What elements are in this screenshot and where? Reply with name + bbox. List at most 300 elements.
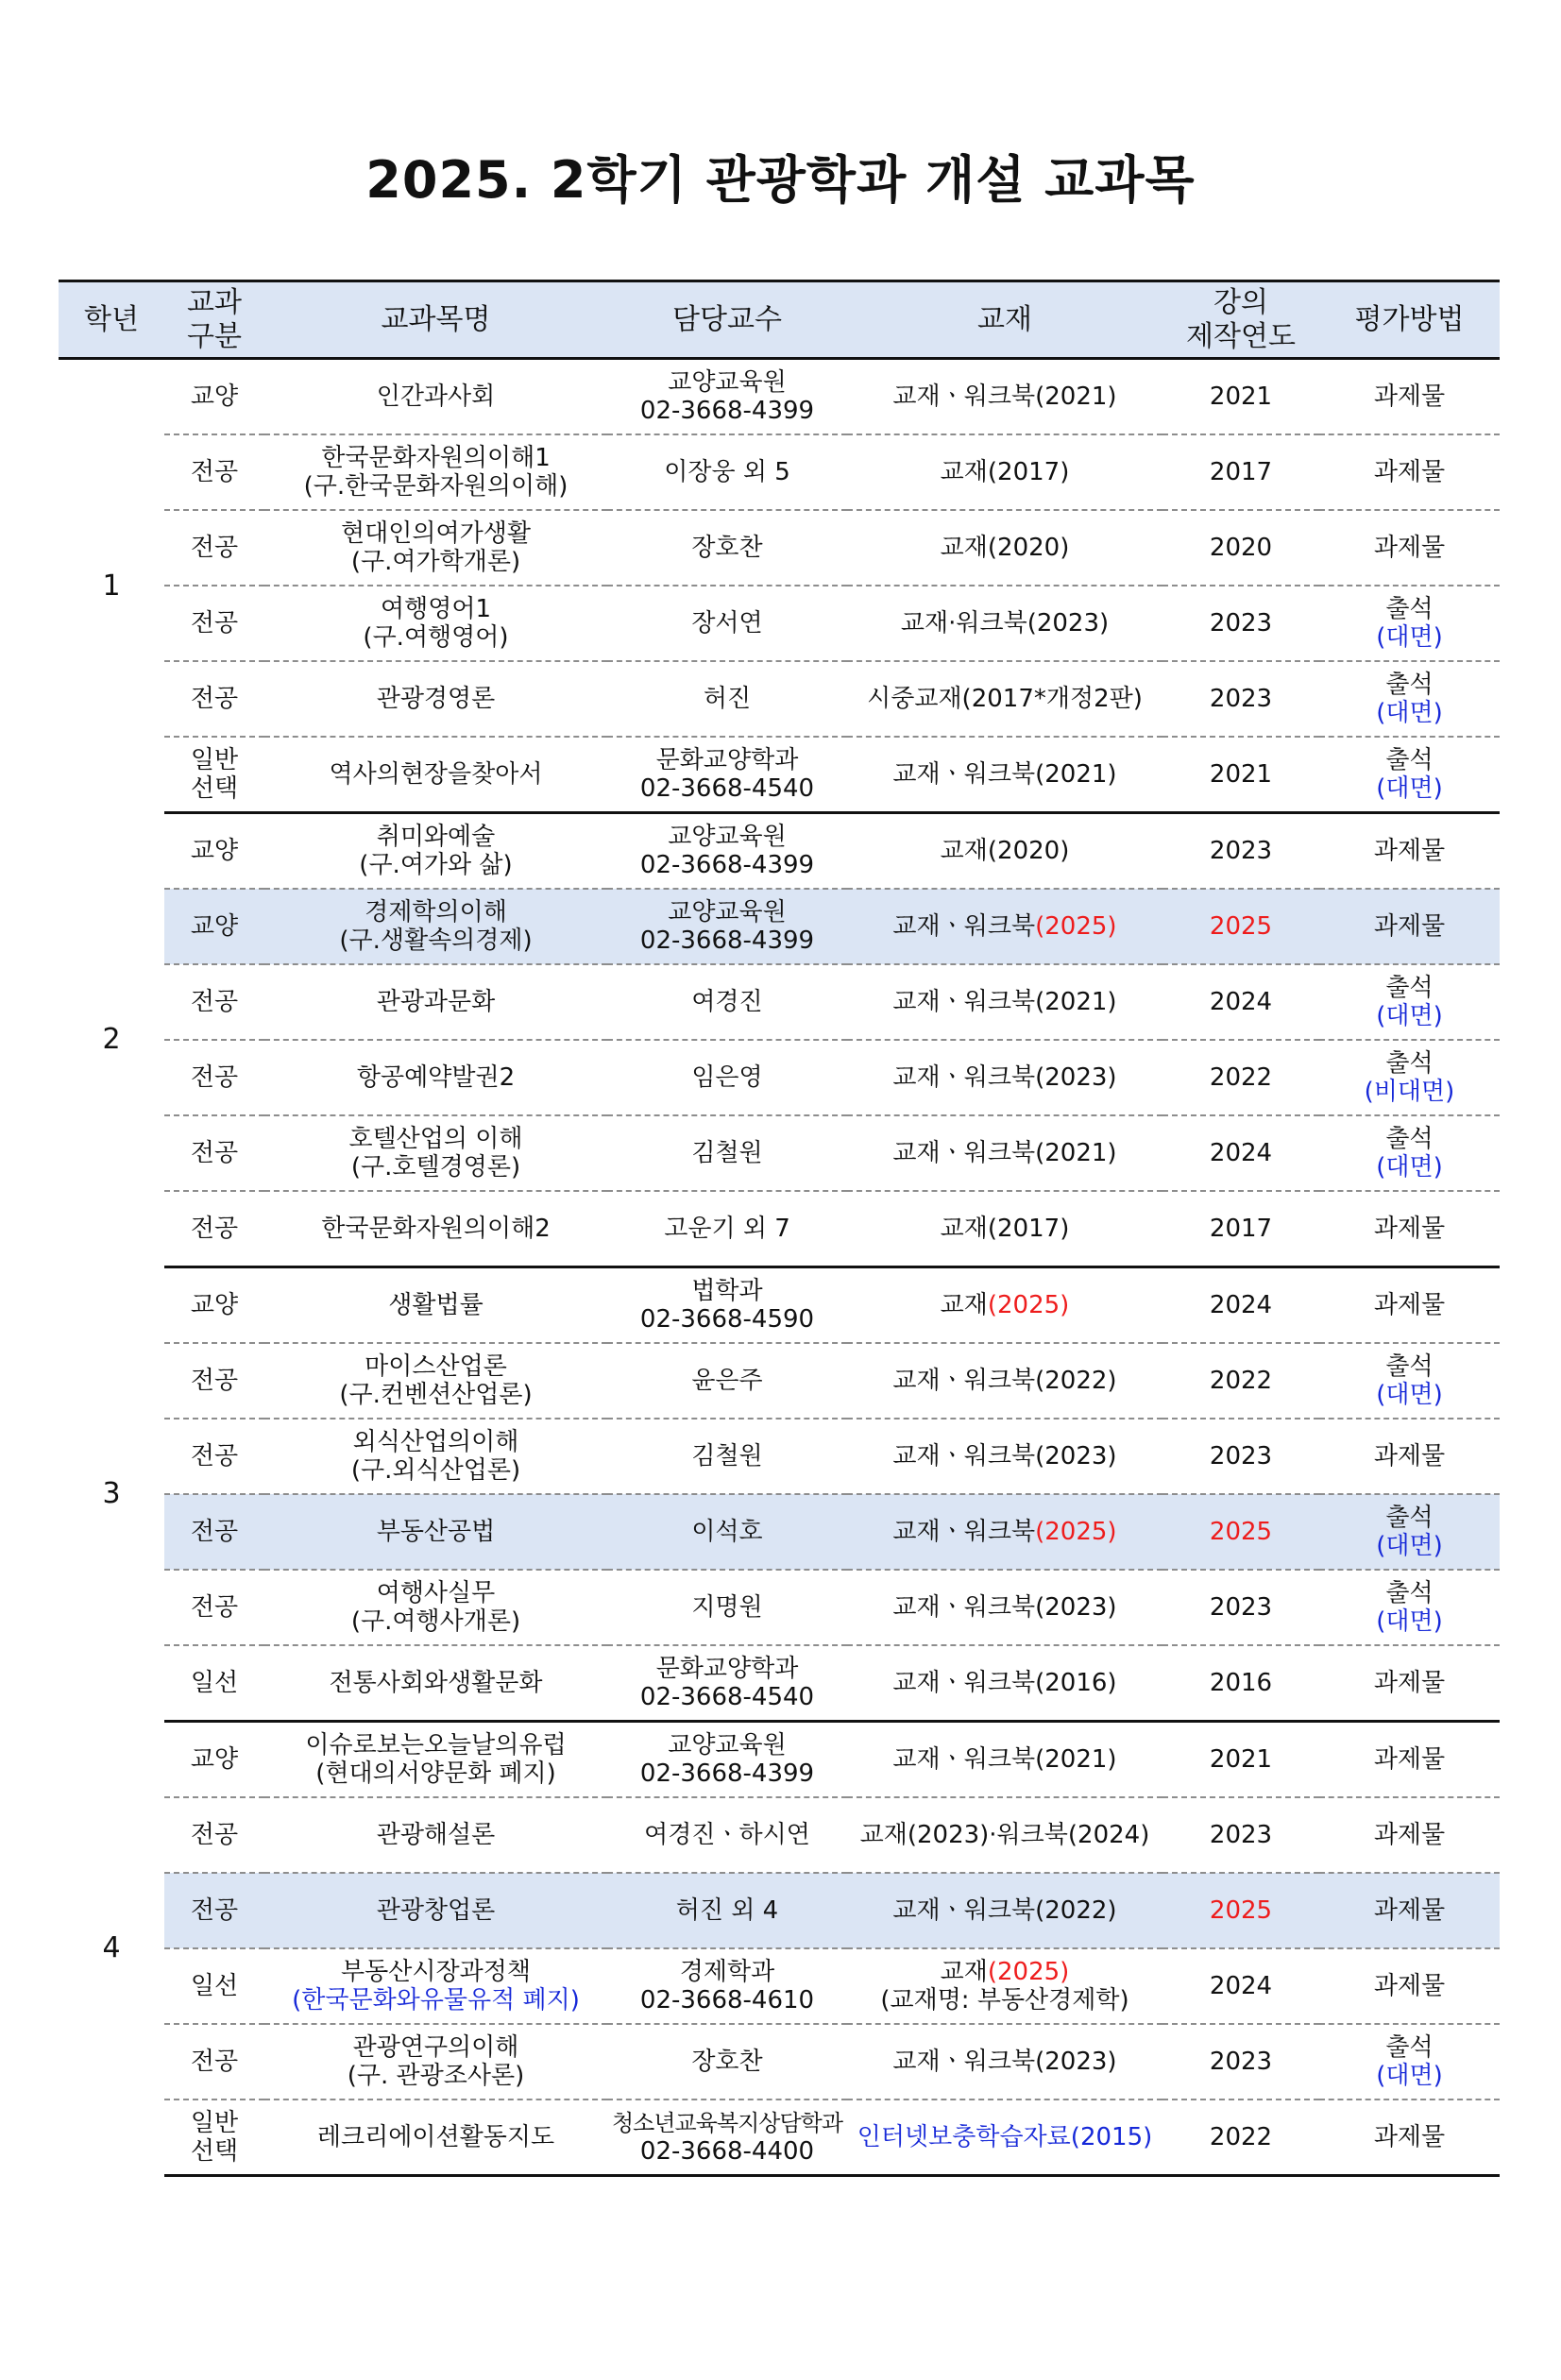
- production-year-cell: 2024: [1162, 964, 1319, 1040]
- evaluation-line: 과제물: [1373, 1215, 1446, 1243]
- textbook-line: [851, 1518, 1159, 1546]
- textbook-cell: [847, 434, 1162, 510]
- course-line: (구.호텔경영론): [350, 1153, 521, 1182]
- production-year-cell: 2022: [1162, 1343, 1319, 1419]
- header-production: [1162, 281, 1319, 359]
- table-row: [59, 1722, 1500, 1798]
- category-line: 교양: [190, 382, 239, 411]
- professor-line: 02-3668-4399: [639, 926, 815, 955]
- header-row: [59, 281, 1500, 359]
- course-line: (구. 관광조사론): [347, 2062, 525, 2090]
- course-line: 외식산업의이해: [352, 1428, 519, 1456]
- professor-line: 여경진: [691, 988, 763, 1016]
- category-line: 교양: [190, 837, 239, 865]
- header-category-line: 구분: [187, 319, 242, 353]
- textbook-cell: [847, 737, 1162, 813]
- textbook-cell: [847, 1645, 1162, 1722]
- course-cell: [264, 586, 607, 661]
- textbook-line: [851, 382, 1159, 411]
- category-line: 전공: [190, 1821, 239, 1849]
- professor-line: 여경진ㆍ하시연: [644, 1821, 810, 1849]
- evaluation-line: 과제물: [1373, 534, 1446, 562]
- table-row: [59, 1419, 1500, 1494]
- course-cell: [264, 1267, 607, 1344]
- textbook-cell: [847, 2100, 1162, 2176]
- table-row: [59, 2100, 1500, 2176]
- category-line: 전공: [190, 1896, 239, 1925]
- textbook-line: [851, 1139, 1159, 1167]
- category-cell: [164, 434, 264, 510]
- textbook-cell: [847, 1040, 1162, 1115]
- course-line: 관광해설론: [376, 1821, 496, 1849]
- production-year-cell: 2023: [1162, 813, 1319, 890]
- textbook-segment: 교재: [940, 1291, 988, 1319]
- professor-line: 02-3668-4400: [639, 2137, 815, 2166]
- textbook-cell: [847, 1494, 1162, 1570]
- course-line: 경제학의이해: [365, 898, 507, 926]
- category-line: 선택: [190, 2137, 239, 2166]
- textbook-line: [851, 458, 1159, 486]
- course-cell: [264, 1797, 607, 1873]
- textbook-segment: (2025): [987, 1958, 1070, 1986]
- production-year-cell: 2021: [1162, 737, 1319, 813]
- category-line: 선택: [190, 774, 239, 803]
- course-cell: [264, 1343, 607, 1419]
- category-cell: [164, 1343, 264, 1419]
- textbook-line: [851, 534, 1159, 562]
- page-title: 2025. 2학기 관광학과 개설 교과목: [365, 150, 1196, 210]
- textbook-segment: 교재(2017): [940, 1215, 1070, 1243]
- category-line: 일반: [190, 2109, 239, 2137]
- evaluation-line: (비대면): [1364, 1078, 1455, 1106]
- category-cell: [164, 510, 264, 586]
- course-cell: [264, 1040, 607, 1115]
- textbook-line: [851, 1063, 1159, 1092]
- table-row: [59, 1494, 1500, 1570]
- professor-line: 허진: [703, 685, 752, 713]
- category-cell: [164, 1267, 264, 1344]
- category-cell: [164, 1797, 264, 1873]
- table-row: [59, 964, 1500, 1040]
- textbook-segment: 교재ㆍ워크북(2023): [892, 1593, 1117, 1622]
- course-line: 레크리에이션활동지도: [316, 2123, 555, 2151]
- textbook-cell: [847, 1343, 1162, 1419]
- category-cell: [164, 1570, 264, 1645]
- course-line: 항공예약발권2: [356, 1063, 516, 1092]
- textbook-line: [851, 1291, 1159, 1319]
- professor-line: 문화교양학과: [655, 746, 799, 774]
- evaluation-cell: [1319, 434, 1500, 510]
- professor-line: 장호찬: [691, 534, 763, 562]
- course-cell: [264, 510, 607, 586]
- professor-cell: [607, 1494, 847, 1570]
- category-cell: [164, 964, 264, 1040]
- professor-line: 이석호: [691, 1518, 763, 1546]
- textbook-cell: [847, 1570, 1162, 1645]
- professor-cell: [607, 1040, 847, 1115]
- category-cell: [164, 359, 264, 435]
- professor-line: 02-3668-4399: [639, 851, 815, 879]
- header-category-line: 교과: [187, 285, 242, 319]
- header-category: [164, 281, 264, 359]
- category-line: 전공: [190, 2048, 239, 2076]
- professor-cell: [607, 1722, 847, 1798]
- textbook-segment: 교재(2020): [940, 534, 1070, 562]
- textbook-line: [851, 2123, 1159, 2151]
- category-cell: [164, 889, 264, 964]
- production-year-cell: 2025: [1162, 1873, 1319, 1948]
- evaluation-line: 출석: [1385, 1579, 1434, 1607]
- textbook-line: [851, 609, 1159, 638]
- textbook-segment: 교재: [940, 1958, 988, 1986]
- professor-line: 문화교양학과: [655, 1655, 799, 1683]
- category-cell: [164, 2024, 264, 2100]
- textbook-line: [851, 1669, 1159, 1697]
- category-cell: [164, 586, 264, 661]
- textbook-line: [851, 912, 1159, 941]
- evaluation-line: (대면): [1376, 1002, 1443, 1030]
- evaluation-cell: [1319, 1570, 1500, 1645]
- professor-line: 고운기 외 7: [664, 1215, 790, 1243]
- professor-cell: [607, 661, 847, 737]
- textbook-line: [851, 1593, 1159, 1622]
- textbook-line: [851, 2048, 1159, 2076]
- textbook-segment: 교재(2017): [940, 458, 1070, 486]
- course-line: 인간과사회: [376, 382, 496, 411]
- course-cell: [264, 1570, 607, 1645]
- textbook-segment: 교재ㆍ워크북(2023): [892, 1442, 1117, 1470]
- evaluation-line: 출석: [1385, 974, 1434, 1002]
- professor-line: 장호찬: [691, 2048, 763, 2076]
- course-cell: [264, 2024, 607, 2100]
- evaluation-line: 출석: [1385, 1049, 1434, 1078]
- professor-line: 청소년교육복지상담학과: [611, 2110, 843, 2136]
- professor-line: 경제학과: [679, 1958, 775, 1986]
- professor-cell: [607, 1343, 847, 1419]
- table-row: [59, 1873, 1500, 1948]
- table-row: [59, 1645, 1500, 1722]
- category-line: 교양: [190, 1291, 239, 1319]
- evaluation-line: (대면): [1376, 2062, 1443, 2090]
- evaluation-cell: [1319, 1948, 1500, 2024]
- professor-line: 교양교육원: [668, 368, 787, 397]
- evaluation-line: (대면): [1376, 699, 1443, 727]
- course-cell: [264, 737, 607, 813]
- professor-line: 김철원: [691, 1442, 763, 1470]
- course-line: (현대의서양문화 폐지): [315, 1760, 556, 1788]
- course-line: 이슈로보는오늘날의유럽: [305, 1731, 567, 1760]
- evaluation-line: (대면): [1376, 1532, 1443, 1560]
- production-year-cell: 2017: [1162, 1191, 1319, 1267]
- production-year-cell: 2023: [1162, 1419, 1319, 1494]
- category-cell: [164, 1040, 264, 1115]
- category-line: 일선: [190, 1972, 239, 2000]
- professor-line: 02-3668-4540: [639, 774, 815, 803]
- table-row: [59, 889, 1500, 964]
- course-line: 여행사실무: [376, 1579, 496, 1607]
- category-line: 전공: [190, 1063, 239, 1092]
- evaluation-line: 과제물: [1373, 912, 1446, 941]
- category-cell: [164, 1191, 264, 1267]
- category-line: 전공: [190, 1593, 239, 1622]
- textbook-line: [851, 1367, 1159, 1395]
- course-line: 현대인의여가생활: [341, 519, 531, 548]
- header-evaluation: 평가방법: [1319, 281, 1500, 359]
- course-line: 관광경영론: [376, 685, 496, 713]
- textbook-segment: 교재ㆍ워크북: [892, 1518, 1036, 1546]
- course-cell: [264, 1115, 607, 1191]
- category-cell: [164, 2100, 264, 2176]
- course-cell: [264, 434, 607, 510]
- production-year-cell: 2023: [1162, 661, 1319, 737]
- category-cell: [164, 1419, 264, 1494]
- table-row: [59, 1797, 1500, 1873]
- production-year-cell: 2025: [1162, 1494, 1319, 1570]
- textbook-segment: 교재·워크북(2023): [900, 609, 1110, 638]
- textbook-segment: 교재ㆍ워크북(2021): [892, 382, 1117, 411]
- course-line: 한국문화자원의이해2: [321, 1215, 551, 1243]
- evaluation-cell: [1319, 661, 1500, 737]
- category-line: 전공: [190, 609, 239, 638]
- textbook-cell: [847, 1873, 1162, 1948]
- category-cell: [164, 1873, 264, 1948]
- evaluation-line: 출석: [1385, 671, 1434, 699]
- textbook-segment: 교재ㆍ워크북(2022): [892, 1896, 1117, 1925]
- production-year-cell: 2016: [1162, 1645, 1319, 1722]
- professor-line: 02-3668-4610: [639, 1986, 815, 2014]
- textbook-line: [851, 1986, 1159, 2014]
- production-year-cell: 2024: [1162, 1115, 1319, 1191]
- evaluation-line: (대면): [1376, 1153, 1443, 1182]
- evaluation-cell: [1319, 1191, 1500, 1267]
- category-line: 일선: [190, 1669, 239, 1697]
- evaluation-line: 과제물: [1373, 382, 1446, 411]
- textbook-line: [851, 1821, 1159, 1849]
- production-year-cell: 2017: [1162, 434, 1319, 510]
- course-cell: [264, 1948, 607, 2024]
- professor-cell: [607, 1570, 847, 1645]
- evaluation-cell: [1319, 1494, 1500, 1570]
- category-cell: [164, 1115, 264, 1191]
- textbook-segment: 교재ㆍ워크북(2023): [892, 1063, 1117, 1092]
- evaluation-line: 과제물: [1373, 1896, 1446, 1925]
- table-row: [59, 1570, 1500, 1645]
- professor-line: 지명원: [691, 1593, 763, 1622]
- textbook-segment: 교재ㆍ워크북(2021): [892, 760, 1117, 789]
- course-cell: [264, 889, 607, 964]
- category-cell: [164, 661, 264, 737]
- header-professor: 담당교수: [607, 281, 847, 359]
- course-line: 관광연구의이해: [352, 2033, 519, 2062]
- textbook-cell: [847, 1722, 1162, 1798]
- course-line: 관광과문화: [376, 988, 496, 1016]
- textbook-segment: 교재ㆍ워크북(2021): [892, 1139, 1117, 1167]
- evaluation-cell: [1319, 1040, 1500, 1115]
- evaluation-line: (대면): [1376, 1607, 1443, 1636]
- category-line: 전공: [190, 1518, 239, 1546]
- course-line: (구.여행영어): [363, 623, 509, 652]
- textbook-cell: [847, 813, 1162, 890]
- table-row: [59, 1948, 1500, 2024]
- table-row: [59, 586, 1500, 661]
- course-cell: [264, 1722, 607, 1798]
- category-cell: [164, 1645, 264, 1722]
- textbook-cell: [847, 510, 1162, 586]
- course-line: 여행영어1: [380, 595, 491, 623]
- table-row: [59, 2024, 1500, 2100]
- professor-line: 임은영: [691, 1063, 763, 1092]
- evaluation-cell: [1319, 510, 1500, 586]
- textbook-cell: [847, 1797, 1162, 1873]
- professor-cell: [607, 1115, 847, 1191]
- professor-cell: [607, 964, 847, 1040]
- category-line: 전공: [190, 988, 239, 1016]
- production-year-cell: 2024: [1162, 1267, 1319, 1344]
- table-body: [59, 359, 1500, 2176]
- textbook-cell: [847, 889, 1162, 964]
- category-line: 전공: [190, 1367, 239, 1395]
- course-cell: [264, 2100, 607, 2176]
- course-cell: [264, 964, 607, 1040]
- course-cell: [264, 1873, 607, 1948]
- evaluation-line: 과제물: [1373, 1745, 1446, 1774]
- category-cell: [164, 1722, 264, 1798]
- header-year: 학년: [59, 281, 164, 359]
- professor-cell: [607, 1191, 847, 1267]
- professor-line: 윤은주: [691, 1367, 763, 1395]
- production-year-cell: 2023: [1162, 1797, 1319, 1873]
- category-cell: [164, 737, 264, 813]
- textbook-segment: 교재ㆍ워크북(2016): [892, 1669, 1117, 1697]
- evaluation-line: 과제물: [1373, 458, 1446, 486]
- professor-cell: [607, 2100, 847, 2176]
- professor-line: 장서연: [691, 609, 763, 638]
- category-line: 전공: [190, 1139, 239, 1167]
- category-line: 전공: [190, 1215, 239, 1243]
- evaluation-line: 과제물: [1373, 837, 1446, 865]
- evaluation-cell: [1319, 1343, 1500, 1419]
- category-line: 전공: [190, 534, 239, 562]
- textbook-segment: 교재ㆍ워크북(2021): [892, 988, 1117, 1016]
- evaluation-cell: [1319, 586, 1500, 661]
- production-year-cell: 2023: [1162, 586, 1319, 661]
- textbook-segment: 교재(2023)·워크북(2024): [859, 1821, 1150, 1849]
- evaluation-line: (대면): [1376, 1381, 1443, 1409]
- textbook-cell: [847, 964, 1162, 1040]
- professor-cell: [607, 813, 847, 890]
- evaluation-line: 출석: [1385, 1352, 1434, 1381]
- professor-cell: [607, 1948, 847, 2024]
- textbook-line: [851, 760, 1159, 789]
- textbook-segment: 교재(2020): [940, 837, 1070, 865]
- course-line: (구.생활속의경제): [339, 926, 533, 955]
- course-line: 마이스산업론: [365, 1352, 507, 1381]
- course-line: 한국문화자원의이해1: [321, 444, 551, 472]
- course-line: 호텔산업의 이해: [348, 1125, 523, 1153]
- production-year-cell: 2023: [1162, 1570, 1319, 1645]
- textbook-segment: (2025): [1035, 912, 1117, 941]
- evaluation-cell: [1319, 1797, 1500, 1873]
- course-table: [59, 280, 1500, 2177]
- category-line: 전공: [190, 685, 239, 713]
- evaluation-line: 출석: [1385, 2033, 1434, 2062]
- course-cell: [264, 1191, 607, 1267]
- textbook-segment: 교재ㆍ워크북(2023): [892, 2048, 1117, 2076]
- course-line: 부동산공법: [376, 1518, 496, 1546]
- textbook-line: [851, 685, 1159, 713]
- textbook-segment: 시중교재(2017*개정2판): [867, 685, 1143, 713]
- year-cell: 4: [102, 1931, 121, 1964]
- professor-cell: [607, 1873, 847, 1948]
- production-year-cell: 2022: [1162, 1040, 1319, 1115]
- category-line: 일반: [190, 746, 239, 774]
- course-line: 역사의현장을찾아서: [329, 760, 543, 789]
- professor-line: 02-3668-4540: [639, 1683, 815, 1711]
- header-production-line: 강의: [1213, 285, 1268, 319]
- textbook-line: [851, 1745, 1159, 1774]
- evaluation-cell: [1319, 1115, 1500, 1191]
- textbook-line: [851, 1215, 1159, 1243]
- evaluation-cell: [1319, 1267, 1500, 1344]
- evaluation-cell: [1319, 1645, 1500, 1722]
- evaluation-line: 과제물: [1373, 1291, 1446, 1319]
- year-cell: 2: [102, 1023, 121, 1056]
- textbook-line: [851, 988, 1159, 1016]
- textbook-cell: [847, 661, 1162, 737]
- course-cell: [264, 359, 607, 435]
- header-production-line: 제작연도: [1186, 319, 1296, 353]
- year-cell: 3: [102, 1477, 121, 1510]
- category-cell: [164, 1948, 264, 2024]
- course-line: (구.한국문화자원의이해): [303, 472, 568, 501]
- table-row: [59, 510, 1500, 586]
- evaluation-line: (대면): [1376, 774, 1443, 803]
- textbook-cell: [847, 359, 1162, 435]
- production-year-cell: 2023: [1162, 2024, 1319, 2100]
- table-row: [59, 1191, 1500, 1267]
- course-line: 부동산시장과정책: [341, 1958, 531, 1986]
- production-year-cell: 2021: [1162, 1722, 1319, 1798]
- professor-line: 교양교육원: [668, 1731, 787, 1760]
- category-line: 전공: [190, 1442, 239, 1470]
- evaluation-line: 과제물: [1373, 1669, 1446, 1697]
- professor-cell: [607, 586, 847, 661]
- professor-line: 법학과: [691, 1277, 763, 1305]
- textbook-cell: [847, 1948, 1162, 2024]
- course-cell: [264, 1419, 607, 1494]
- professor-cell: [607, 2024, 847, 2100]
- table-row: [59, 813, 1500, 890]
- course-cell: [264, 1494, 607, 1570]
- table-row: [59, 1040, 1500, 1115]
- professor-line: 이장웅 외 5: [664, 458, 790, 486]
- table-row: [59, 737, 1500, 813]
- textbook-segment: (교재명: 부동산경제학): [880, 1986, 1129, 2014]
- evaluation-line: (대면): [1376, 623, 1443, 652]
- category-line: 교양: [190, 1745, 239, 1774]
- evaluation-line: 출석: [1385, 1504, 1434, 1532]
- course-line: 취미와예술: [376, 823, 496, 851]
- header-textbook: 교재: [847, 281, 1162, 359]
- textbook-cell: [847, 1191, 1162, 1267]
- course-line: (구.여가와 삶): [359, 851, 513, 879]
- textbook-segment: 인터넷보충학습자료(2015): [857, 2123, 1153, 2151]
- evaluation-cell: [1319, 2024, 1500, 2100]
- professor-line: 02-3668-4590: [639, 1305, 815, 1334]
- table-row: [59, 1343, 1500, 1419]
- professor-line: 김철원: [691, 1139, 763, 1167]
- year-cell: 1: [102, 569, 121, 603]
